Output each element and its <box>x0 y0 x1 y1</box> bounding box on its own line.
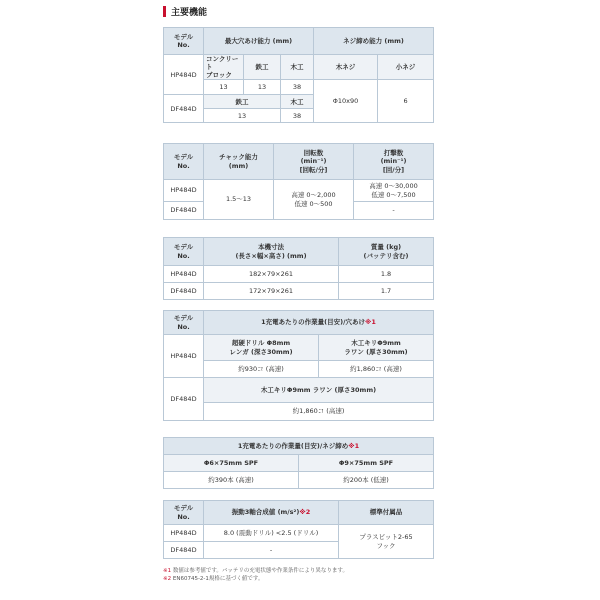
hp-drill-bit-label: 超硬ドリル Φ8mm レンガ (深さ30mm) <box>204 335 319 361</box>
hp-wood-bit-value: 約1,860コ (高速) <box>319 361 434 378</box>
model-header: モデル No. <box>164 144 204 180</box>
vibration-header: 振動3軸合成値 (m/s²)※2 <box>204 501 339 525</box>
model-header: モデル No. <box>164 28 204 55</box>
hp-size-value: 182×79×261 <box>204 266 339 283</box>
wood-label: 木工 <box>281 55 314 80</box>
df-mass-value: 1.7 <box>339 283 434 300</box>
model-hp484d: HP484D <box>164 266 204 283</box>
drilling-work-header: 1充電あたりの作業量(目安)/穴あけ※1 <box>204 311 434 335</box>
screw-9x75-label: Φ9×75mm SPF <box>299 455 434 472</box>
note-mark-1: ※1 <box>348 441 360 450</box>
hp-wood-bit-label: 木工キリΦ9mm ラワン (厚さ30mm) <box>319 335 434 361</box>
section-title-text: 主要機能 <box>171 7 208 18</box>
model-hp484d: HP484D <box>164 335 204 378</box>
model-header: モデル No. <box>164 501 204 525</box>
df-wood-bit-label: 木工キリΦ9mm ラワン (厚さ30mm) <box>204 378 434 403</box>
df-iron-value: 13 <box>204 109 281 123</box>
chuck-header: チャック能力 (mm) <box>204 144 274 180</box>
model-df484d: DF484D <box>164 95 204 123</box>
section-title <box>163 4 207 18</box>
note-mark-2: ※2 <box>299 508 311 517</box>
model-hp484d: HP484D <box>164 525 204 542</box>
hp-mass-value: 1.8 <box>339 266 434 283</box>
df-size-value: 172×79×261 <box>204 283 339 300</box>
hp-wood-value: 38 <box>281 80 314 95</box>
mass-header: 質量 (kg) (バッテリ含む) <box>339 238 434 266</box>
small-screw-value: 6 <box>378 80 434 123</box>
hp-iron-value: 13 <box>244 80 281 95</box>
wood-screw-value: Φ10x90 <box>314 80 378 123</box>
drilling-work-table <box>163 310 434 421</box>
footnote-1: ※1 数値は参考値です。バッテリの充電状態や作業条件により異なります。 <box>163 568 348 574</box>
concrete-label: コンクリート ブロック <box>204 55 244 80</box>
blow-header: 打撃数 (min⁻¹) [回/分] <box>354 144 434 180</box>
capacity-table <box>163 27 434 123</box>
hp-concrete-value: 13 <box>204 80 244 95</box>
screw-6x75-value: 約390本 (高速) <box>164 472 299 489</box>
model-df484d: DF484D <box>164 378 204 421</box>
hp-drill-bit-value: 約930コ (高速) <box>204 361 319 378</box>
df-wood-bit-value: 約1,860コ (高速) <box>204 403 434 421</box>
iron-label: 鉄工 <box>244 55 281 80</box>
model-df484d: DF484D <box>164 202 204 220</box>
model-header: モデル No. <box>164 238 204 266</box>
model-hp484d: HP484D <box>164 55 204 95</box>
model-df484d: DF484D <box>164 283 204 300</box>
screw-6x75-label: Φ6×75mm SPF <box>164 455 299 472</box>
dimension-table <box>163 237 434 300</box>
drill-capacity-header: 最大穴あけ能力 (mm) <box>204 28 314 55</box>
blow-df-value: - <box>354 202 434 220</box>
size-header: 本機寸法 (長さ×幅×高さ) (mm) <box>204 238 339 266</box>
note-mark-1: ※1 <box>365 318 376 327</box>
screw-capacity-header: ネジ締め能力 (mm) <box>314 28 434 55</box>
wood-screw-label: 木ネジ <box>314 55 378 80</box>
df-wood-value: 38 <box>281 109 314 123</box>
chuck-value: 1.5〜13 <box>204 180 274 220</box>
footnote-2: ※2 EN60745-2-1規格に基づく値です。 <box>163 575 264 582</box>
model-hp484d: HP484D <box>164 180 204 202</box>
rpm-value: 高速 0〜2,000 低速 0〜500 <box>274 180 354 220</box>
vibration-table <box>163 500 434 559</box>
rpm-header: 回転数 (min⁻¹) [回転/分] <box>274 144 354 180</box>
screwing-work-header: 1充電あたりの作業量(目安)/ネジ締め※1 <box>164 438 434 455</box>
accessory-value: プラスビット2-65 フック <box>339 525 434 559</box>
blow-hp-value: 高速 0〜30,000 低速 0〜7,500 <box>354 180 434 202</box>
accessory-header: 標準付属品 <box>339 501 434 525</box>
hp-vibration-value: 8.0 (震動ドリル) <2.5 (ドリル) <box>204 525 339 542</box>
model-header: モデル No. <box>164 311 204 335</box>
footnotes <box>163 568 348 584</box>
speed-table <box>163 143 434 220</box>
df-wood-label: 木工 <box>281 95 314 109</box>
df-vibration-value: - <box>204 542 339 559</box>
title-accent-bar <box>163 6 166 17</box>
df-iron-label: 鉄工 <box>204 95 281 109</box>
model-df484d: DF484D <box>164 542 204 559</box>
small-screw-label: 小ネジ <box>378 55 434 80</box>
screwing-work-table <box>163 437 434 489</box>
screw-9x75-value: 約200本 (低速) <box>299 472 434 489</box>
